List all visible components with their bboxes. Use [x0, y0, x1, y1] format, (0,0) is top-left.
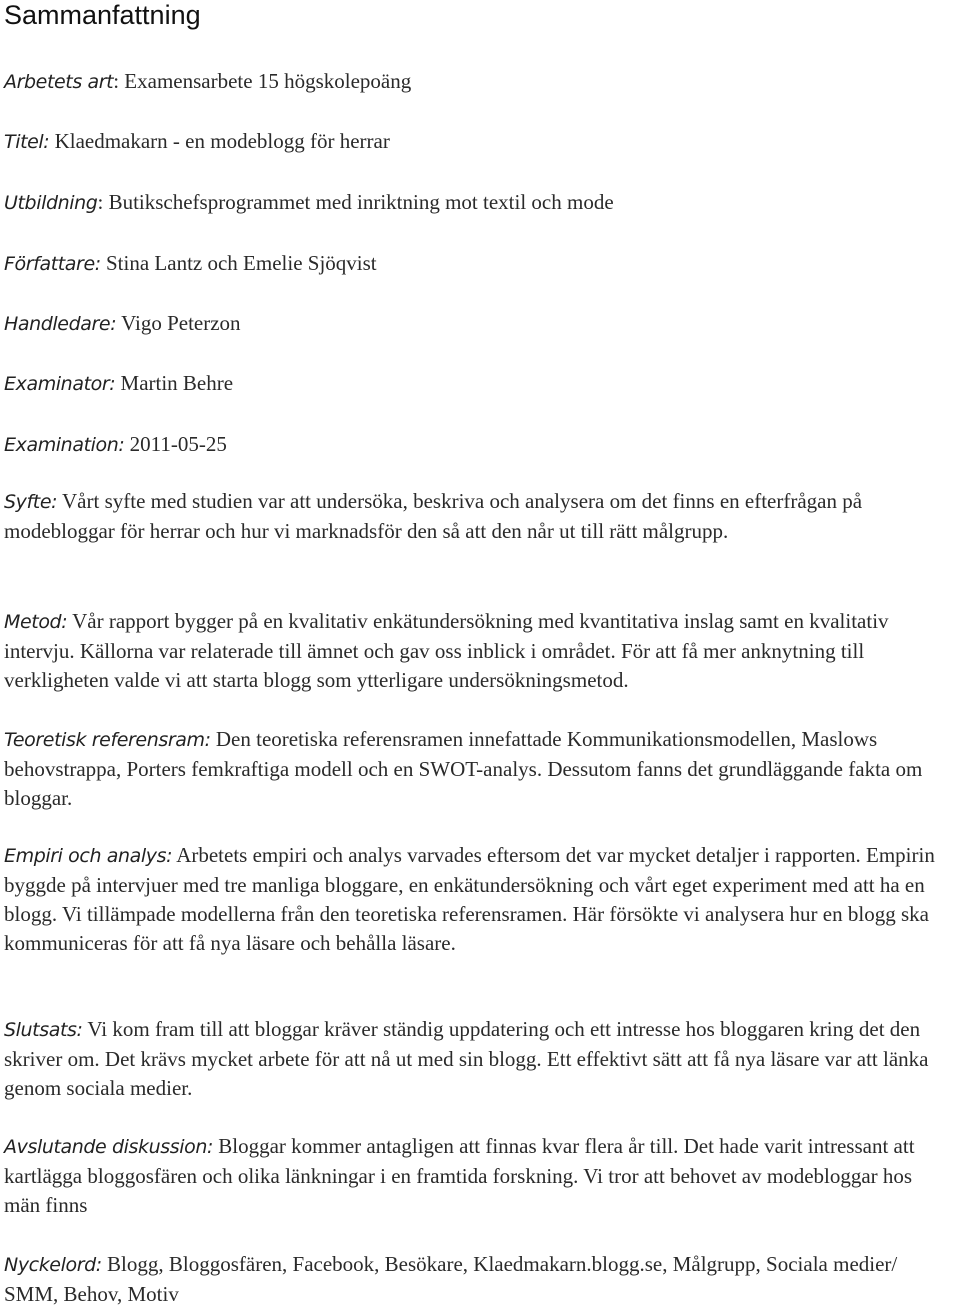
- section-label: Slutsats:: [4, 1019, 83, 1041]
- section-label: Nyckelord:: [4, 1254, 102, 1276]
- section-metod: [4, 607, 950, 695]
- field-value: Examensarbete 15 högskolepoäng: [124, 69, 412, 93]
- field-examination: [4, 429, 950, 460]
- field-label: Examinator:: [4, 373, 116, 395]
- section-label: Avslutande diskussion:: [4, 1136, 214, 1158]
- section-teoretisk-referensram: [4, 725, 950, 813]
- field-value: 2011-05-25: [129, 432, 227, 456]
- field-label: Titel:: [4, 131, 50, 153]
- section-slutsats: [4, 1015, 950, 1103]
- field-examinator: [4, 368, 950, 399]
- section-text: Vår rapport bygger på en kvalitativ enkätundersökning med kvantitativa inslag samt en kvalitativ intervju. Källorna var relaterade till ämnet och gav oss inblick i området. För att få mer anknytning till verkligheten valde vi att starta blogg som ytterligare undersökningsmetod.: [4, 609, 889, 692]
- field-label: Utbildning: [4, 192, 98, 214]
- section-syfte: [4, 487, 950, 546]
- section-text: Bloggar kommer antagligen att finnas kvar flera år till. Det hade varit intressant att kartlägga bloggosfären och olika länkningar i en framtida forskning. Vi tror att behovet av modebloggar hos män finns: [4, 1134, 915, 1217]
- field-forfattare: [4, 248, 950, 279]
- section-text: Vårt syfte med studien var att undersöka, beskriva och analysera om det finns en efterfrågan på modebloggar för herrar och hur vi marknadsför den så att den når ut till rätt målgrupp.: [4, 489, 863, 543]
- field-label: Författare:: [4, 253, 101, 275]
- section-text: Arbetets empiri och analys varvades eftersom det var mycket detaljer i rapporten. Empirin byggde på intervjuer med tre manliga bloggare, en enkätundersökning och vårt eget experiment med att ha en blogg. Vi tillämpade modellerna från den teoretiska referensramen. Här försökte vi analysera hur en blogg ska kommuniceras för att få nya läsare och behålla läsare.: [4, 843, 935, 955]
- page-title: Sammanfattning: [4, 0, 201, 30]
- field-titel: [4, 126, 950, 157]
- field-value: Klaedmakarn - en modeblogg för herrar: [54, 129, 390, 153]
- field-value: Vigo Peterzon: [121, 311, 241, 335]
- section-label: Empiri och analys:: [4, 845, 173, 867]
- section-text: Blogg, Bloggosfären, Facebook, Besökare, Klaedmakarn.blogg.se, Målgrupp, Sociala medier/ SMM, Behov, Motiv: [4, 1252, 898, 1306]
- section-empiri-och-analys: [4, 841, 950, 958]
- field-value: Martin Behre: [120, 371, 234, 395]
- field-value: Stina Lantz och Emelie Sjöqvist: [106, 251, 377, 275]
- section-label: Syfte:: [4, 491, 58, 513]
- section-avslutande-diskussion: [4, 1132, 950, 1220]
- field-label: Handledare:: [4, 313, 117, 335]
- field-label: Arbetets art: [4, 71, 114, 93]
- field-value: Butikschefsprogrammet med inriktning mot textil och mode: [108, 190, 614, 214]
- field-arbetets-art: Arbetets art: Examensarbete 15 högskolepoäng: [4, 69, 412, 93]
- section-nyckelord: [4, 1250, 950, 1309]
- section-text: Den teoretiska referensramen innefattade Kommunikationsmodellen, Maslows behovstrappa, Porters femkraftiga modell och en SWOT-analys. Dessutom fanns det grundläggande fakta om bloggar.: [4, 727, 923, 810]
- field-handledare: [4, 308, 950, 339]
- section-label: Metod:: [4, 611, 68, 633]
- section-text: Vi kom fram till att bloggar kräver ständig uppdatering och ett intresse hos bloggaren kring det den skriver om. Det krävs mycket arbete för att nå ut med sin blogg. Ett effektivt sätt att få nya läsare var att länka genom sociala medier.: [4, 1017, 929, 1100]
- section-label: Teoretisk referensram:: [4, 729, 211, 751]
- field-label: Examination:: [4, 434, 125, 456]
- field-utbildning: Utbildning: Butikschefsprogrammet med inriktning mot textil och mode: [4, 190, 614, 214]
